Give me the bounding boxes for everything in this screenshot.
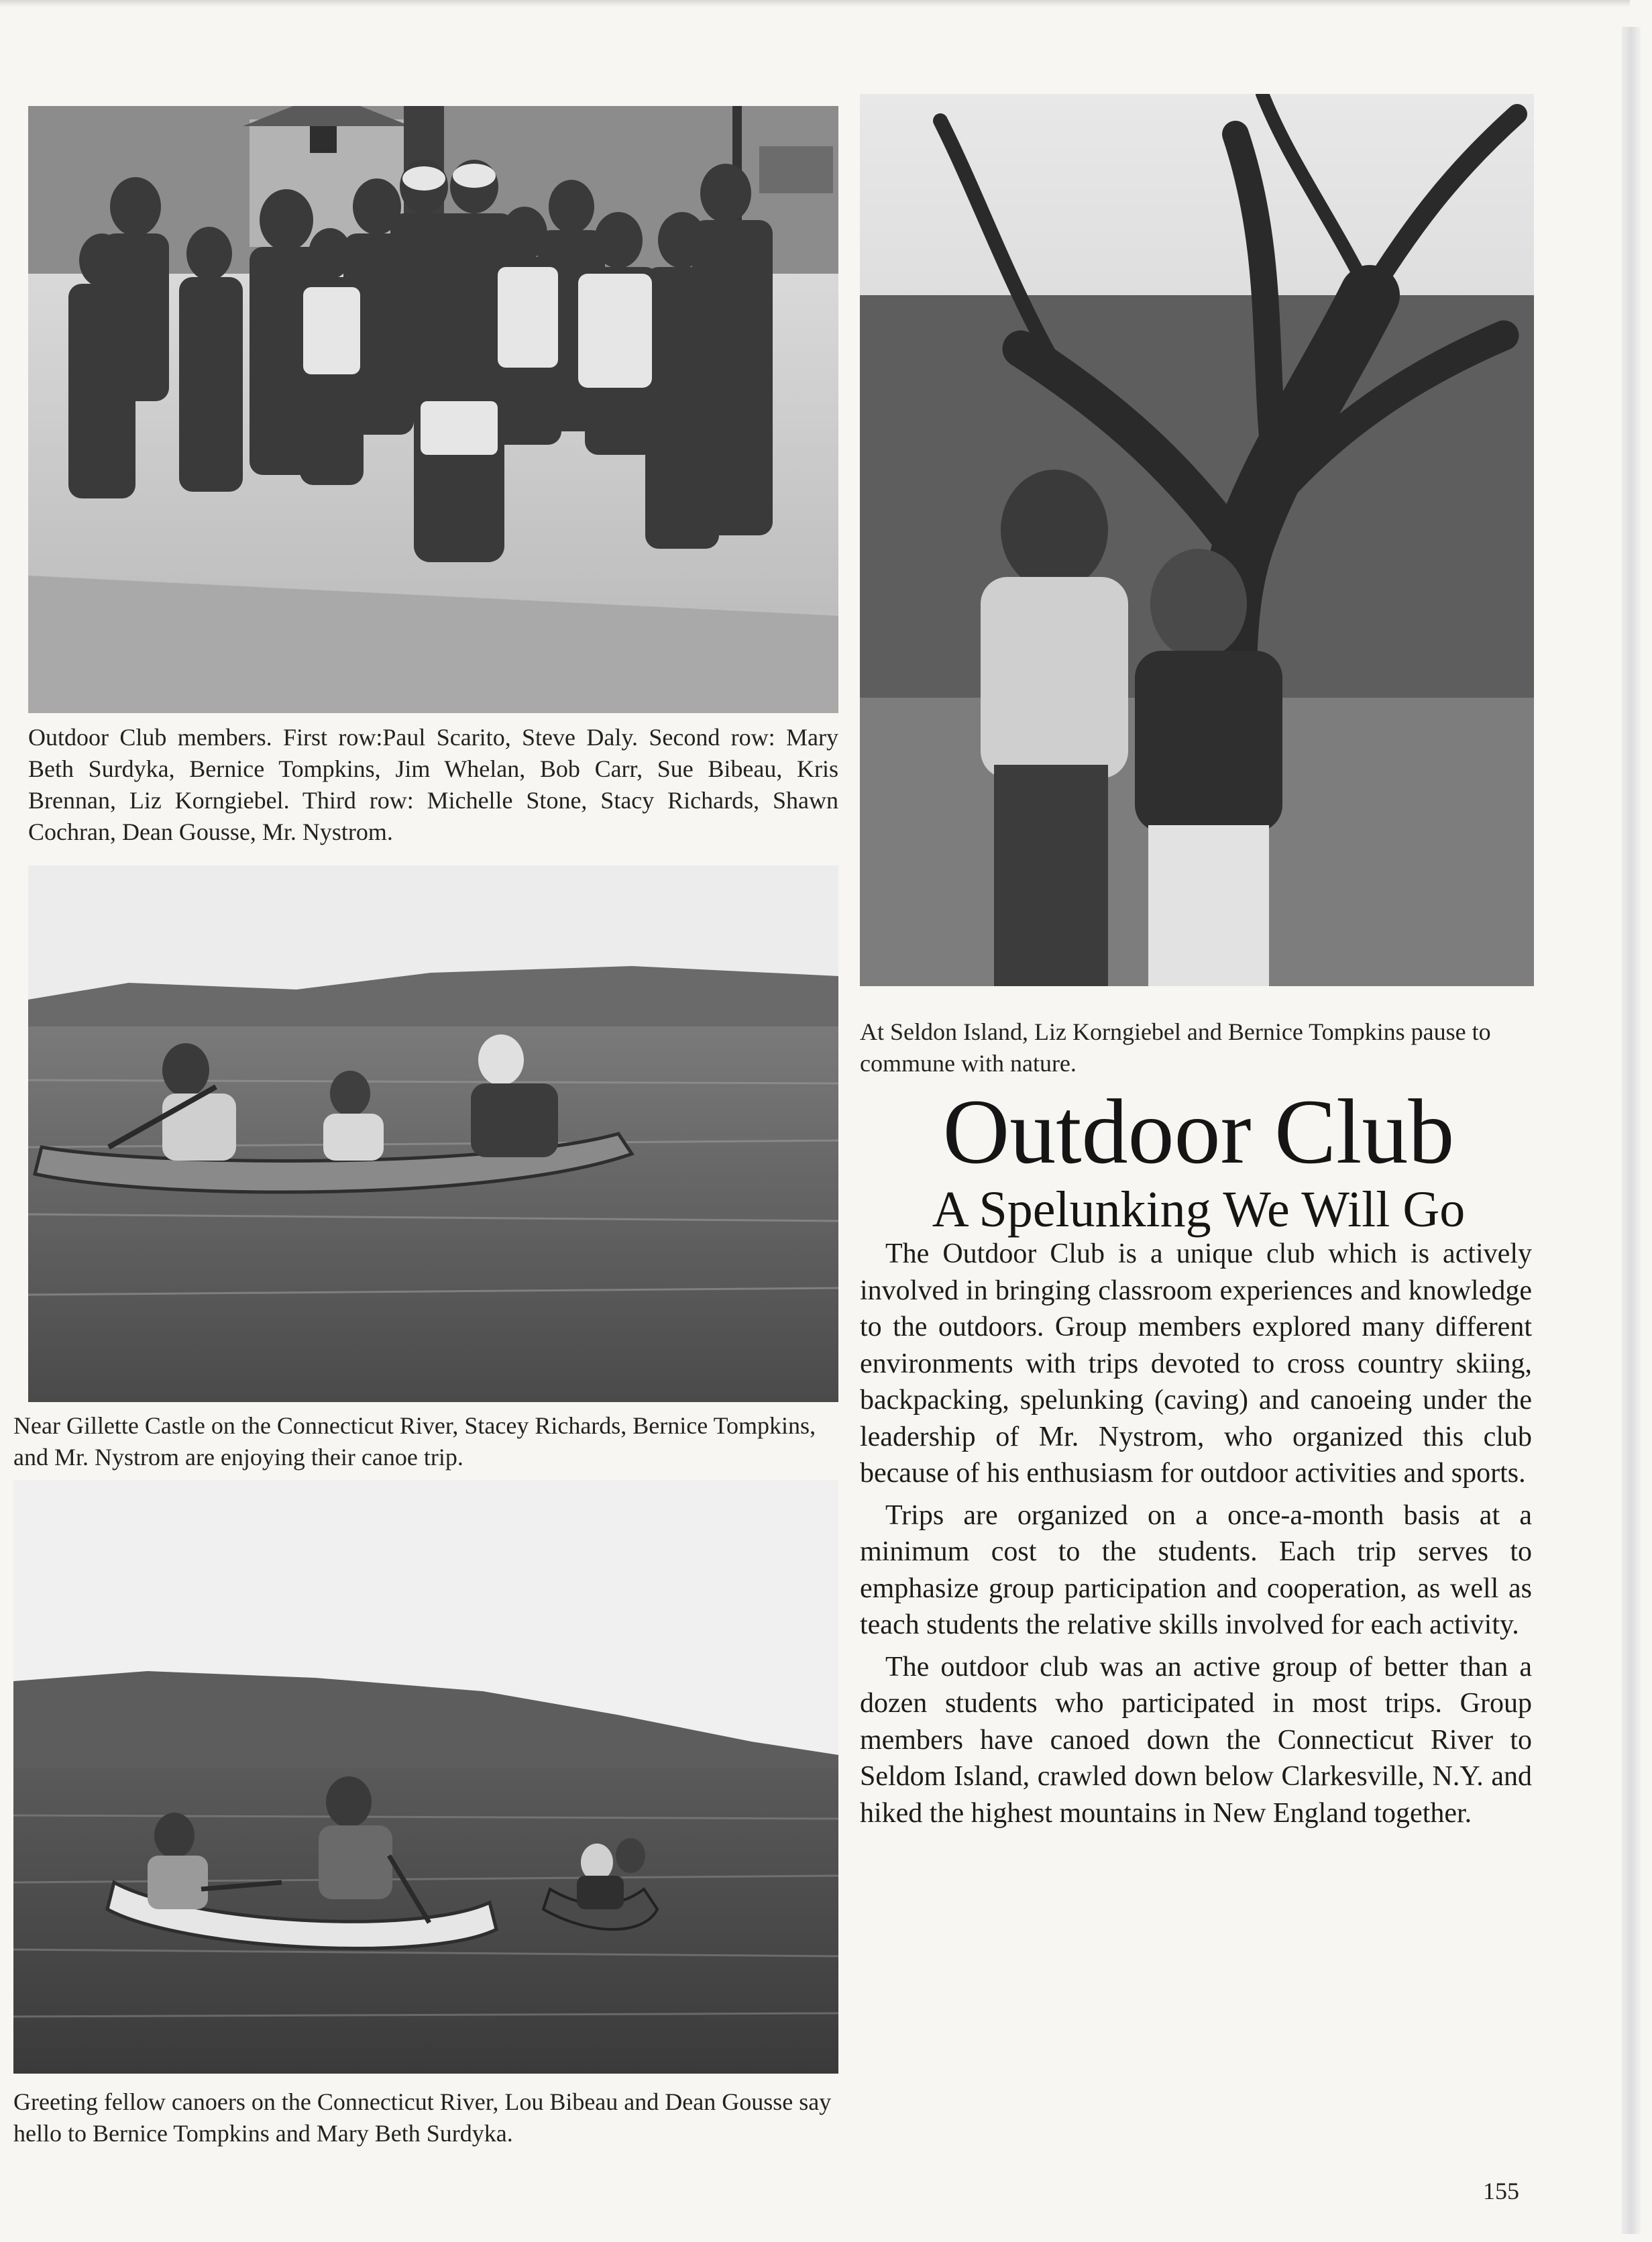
scan-edge-top <box>0 0 1630 7</box>
greeting-canoers-caption: Greeting fellow canoers on the Connecticut River, Lou Bibeau and Dean Gousse say hello to Bernice Tompkins and Mary Beth Surdyka. <box>13 2088 832 2147</box>
greeting-canoers-photo <box>13 1480 838 2074</box>
article-paragraph: The Outdoor Club is a unique club which is actively involved in bringing classroom experiences and knowledge to the outdoors. Group members explored many different environments with trips devoted to cross country skiing, backpacking, spelunking (caving) and canoeing under the leadership of Mr. Nystrom, who organized this club because of his enthusiasm for outdoor activities and sports. <box>860 1238 1532 1489</box>
scan-edge-right <box>1622 27 1641 2234</box>
article-subtitle: A Spelunking We Will Go <box>932 1181 1466 1238</box>
article-body <box>860 1236 1532 1837</box>
article-paragraph: The outdoor club was an active group of better than a dozen students who participated in most trips. Group members have canoed down the Connecticut River to Seldom Island, crawled down below Clarkesville, N.Y. and hiked the highest mountains in New England together. <box>860 1651 1532 1829</box>
gillette-castle-canoe-photo <box>28 865 838 1402</box>
seldon-island-photo <box>860 94 1534 986</box>
page-number: 155 <box>1483 2178 1519 2204</box>
article-title: Outdoor Club <box>942 1080 1455 1183</box>
seldon-island-caption: At Seldon Island, Liz Korngiebel and Bernice Tompkins pause to commune with nature. <box>860 1018 1491 1077</box>
group-photo-caption: Outdoor Club members. First row:Paul Scarito, Steve Daly. Second row: Mary Beth Surdyka, Bernice Tompkins, Jim Whelan, Bob Carr, Sue Bibeau, Kris Brennan, Liz Korngiebel. Third row: Michelle Stone, Stacy Richards, Shawn Cochran, Dean Gousse, Mr. Nystrom. <box>28 724 838 845</box>
gillette-castle-caption: Near Gillette Castle on the Connecticut River, Stacey Richards, Bernice Tompkins, and Mr. Nystrom are enjoying their canoe trip. <box>13 1412 816 1471</box>
group-photo <box>28 106 838 713</box>
article-paragraph: Trips are organized on a once-a-month basis at a minimum cost to the students. Each trip serves to emphasize group participation and cooperation, as well as teach students the relative skills involved for each activity. <box>860 1499 1532 1640</box>
